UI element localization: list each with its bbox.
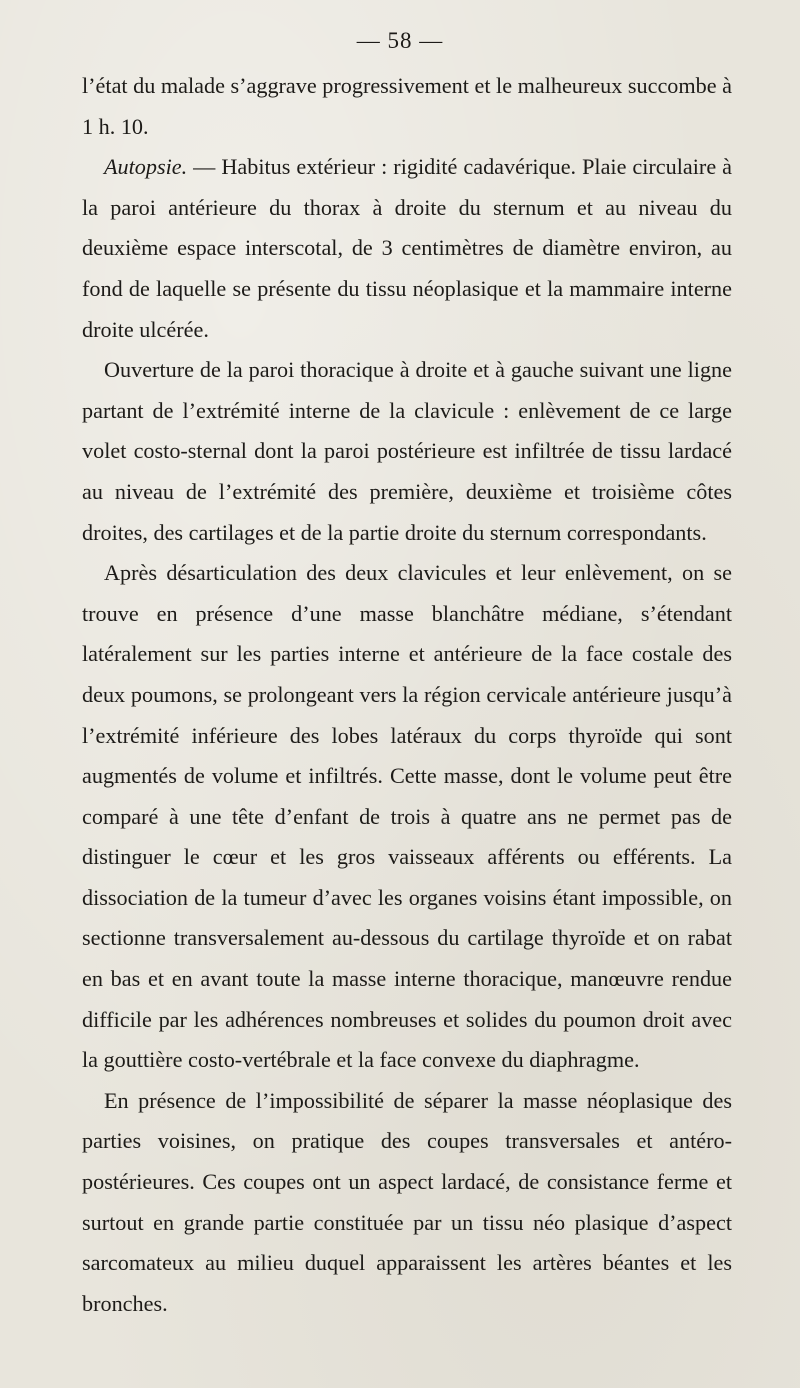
paragraph-text: — Habitus extérieur : rigidité cadavérique. Plaie circulaire à la paroi antérieure du thorax à droite du sternum et au niveau du deuxième espace interscotal, de 3 centimètres de diamètre environ, au fond de laquelle se présente du tissu néoplasique et la mammaire interne droite ulcérée.: [82, 154, 732, 342]
paragraph-5: [82, 1081, 732, 1325]
body-text: [82, 66, 732, 1324]
paragraph-1: [82, 66, 732, 147]
paragraph-text: l’état du malade s’aggrave progressivement et le malheureux succombe à 1 h. 10.: [82, 73, 732, 139]
paragraph-text: En présence de l’impossibilité de séparer la masse néoplasique des parties voisines, on pratique des coupes transversales et antéro-postérieures. Ces coupes ont un aspect lardacé, de consistance ferme et surtout en grande partie constituée par un tissu néo plasique d’aspect sarcomateux au milieu duquel apparaissent les artères béantes et les bronches.: [82, 1087, 732, 1316]
paragraph-4: [82, 553, 732, 1081]
section-heading-autopsie: Autopsie.: [104, 154, 188, 180]
page-number: — 58 —: [356, 28, 444, 53]
paragraph-text: Ouverture de la paroi thoracique à droite et à gauche suivant une ligne partant de l’extrémité interne de la clavicule : enlèvement de ce large volet costo-sternal dont la paroi postérieure est infiltrée de tissu lardacé au niveau de l’extrémité des première, deuxième et troisième côtes droites, des cartilages et de la partie droite du sternum correspondants.: [82, 357, 732, 545]
paragraph-text: Après désarticulation des deux clavicules et leur enlèvement, on se trouve en présence d’une masse blanchâtre médiane, s’étendant latéralement sur les parties interne et antérieure de la face costale des deux poumons, se prolongeant vers la région cervicale antérieure jusqu’à l’extrémité inférieure des lobes latéraux du corps thyroïde qui sont augmentés de volume et infiltrés. Cette masse, dont le volume peut être comparé à une tête d’enfant de trois à quatre ans ne permet pas de distinguer le cœur et les gros vaisseaux afférents ou efférents. La dissociation de la tumeur d’avec les organes voisins étant impossible, on sectionne transversalement au-dessous du cartilage thyroïde et on rabat en bas et en avant toute la masse interne thoracique, manœuvre rendue difficile par les adhérences nombreuses et solides du poumon droit avec la gouttière costo-vertébrale et la face convexe du diaphragme.: [82, 560, 732, 1073]
paragraph-3: [82, 350, 732, 553]
paragraph-2: [82, 147, 732, 350]
